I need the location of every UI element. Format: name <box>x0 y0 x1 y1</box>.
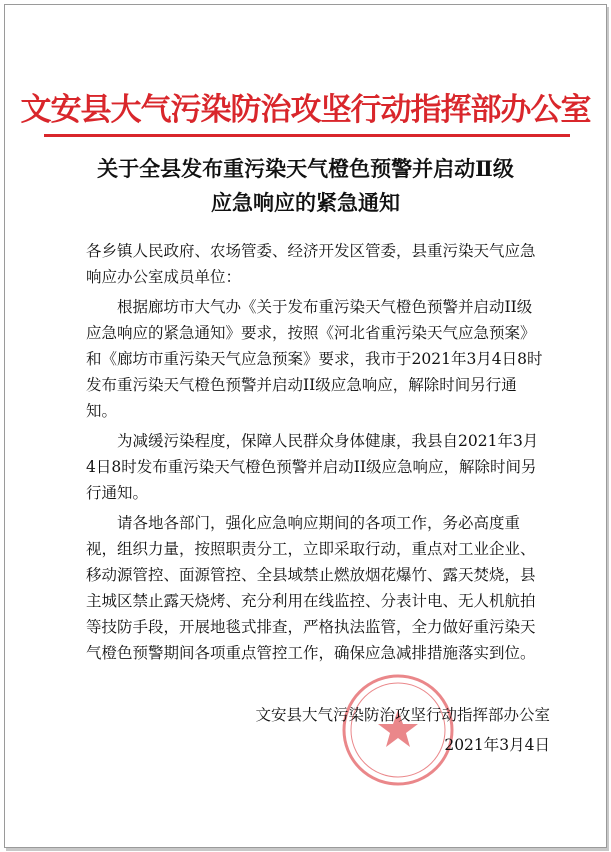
document-title <box>0 152 611 220</box>
salutation: 各乡镇人民政府、农场管委、经济开发区管委，县重污染天气应急响应办公室成员单位： <box>86 242 536 286</box>
body-paragraph-1: 根据廊坊市大气办《关于发布重污染天气橙色预警并启动II级应急响应的紧急通知》要求，按照《河北省重污染天气应急预案》和《廊坊市重污染天气应急预案》要求，我市于2021年3月4日8时发布重污染天气橙色预警并启动II级应急响应，解除时间另行通知。 <box>86 298 543 420</box>
document-body <box>86 238 546 670</box>
body-paragraph-3: 请各地各部门，强化应急响应期间的各项工作，务必高度重视，组织力量，按照职责分工，立即采取行动，重点对工业企业、移动源管控、面源管控、全县域禁止燃放烟花爆竹、露天焚烧，县主城区禁止露天烧烤、充分利用在线监控、分表计电、无人机航拍等技防手段，开展地毯式排查，严格执法监管，全力做好重污染天气橙色预警期间各项重点管控工作，确保应急减排措施落实到位。 <box>86 514 536 662</box>
body-paragraph-2: 为减缓污染程度，保障人民群众身体健康，我县自2021年3月4日8时发布重污染天气橙色预警并启动II级应急响应，解除时间另行通知。 <box>86 432 539 502</box>
signature-organization: 文安县大气污染防治攻坚行动指挥部办公室 <box>255 706 550 724</box>
signature-block <box>255 700 550 760</box>
issuing-organization-header: 文安县大气污染防治攻坚行动指挥部办公室 <box>20 92 591 128</box>
title-line-1: 关于全县发布重污染天气橙色预警并启动Ⅱ级 <box>97 156 514 181</box>
red-divider-line <box>44 134 570 137</box>
signature-date: 2021年3月4日 <box>444 736 550 754</box>
title-line-2: 应急响应的紧急通知 <box>211 190 400 215</box>
